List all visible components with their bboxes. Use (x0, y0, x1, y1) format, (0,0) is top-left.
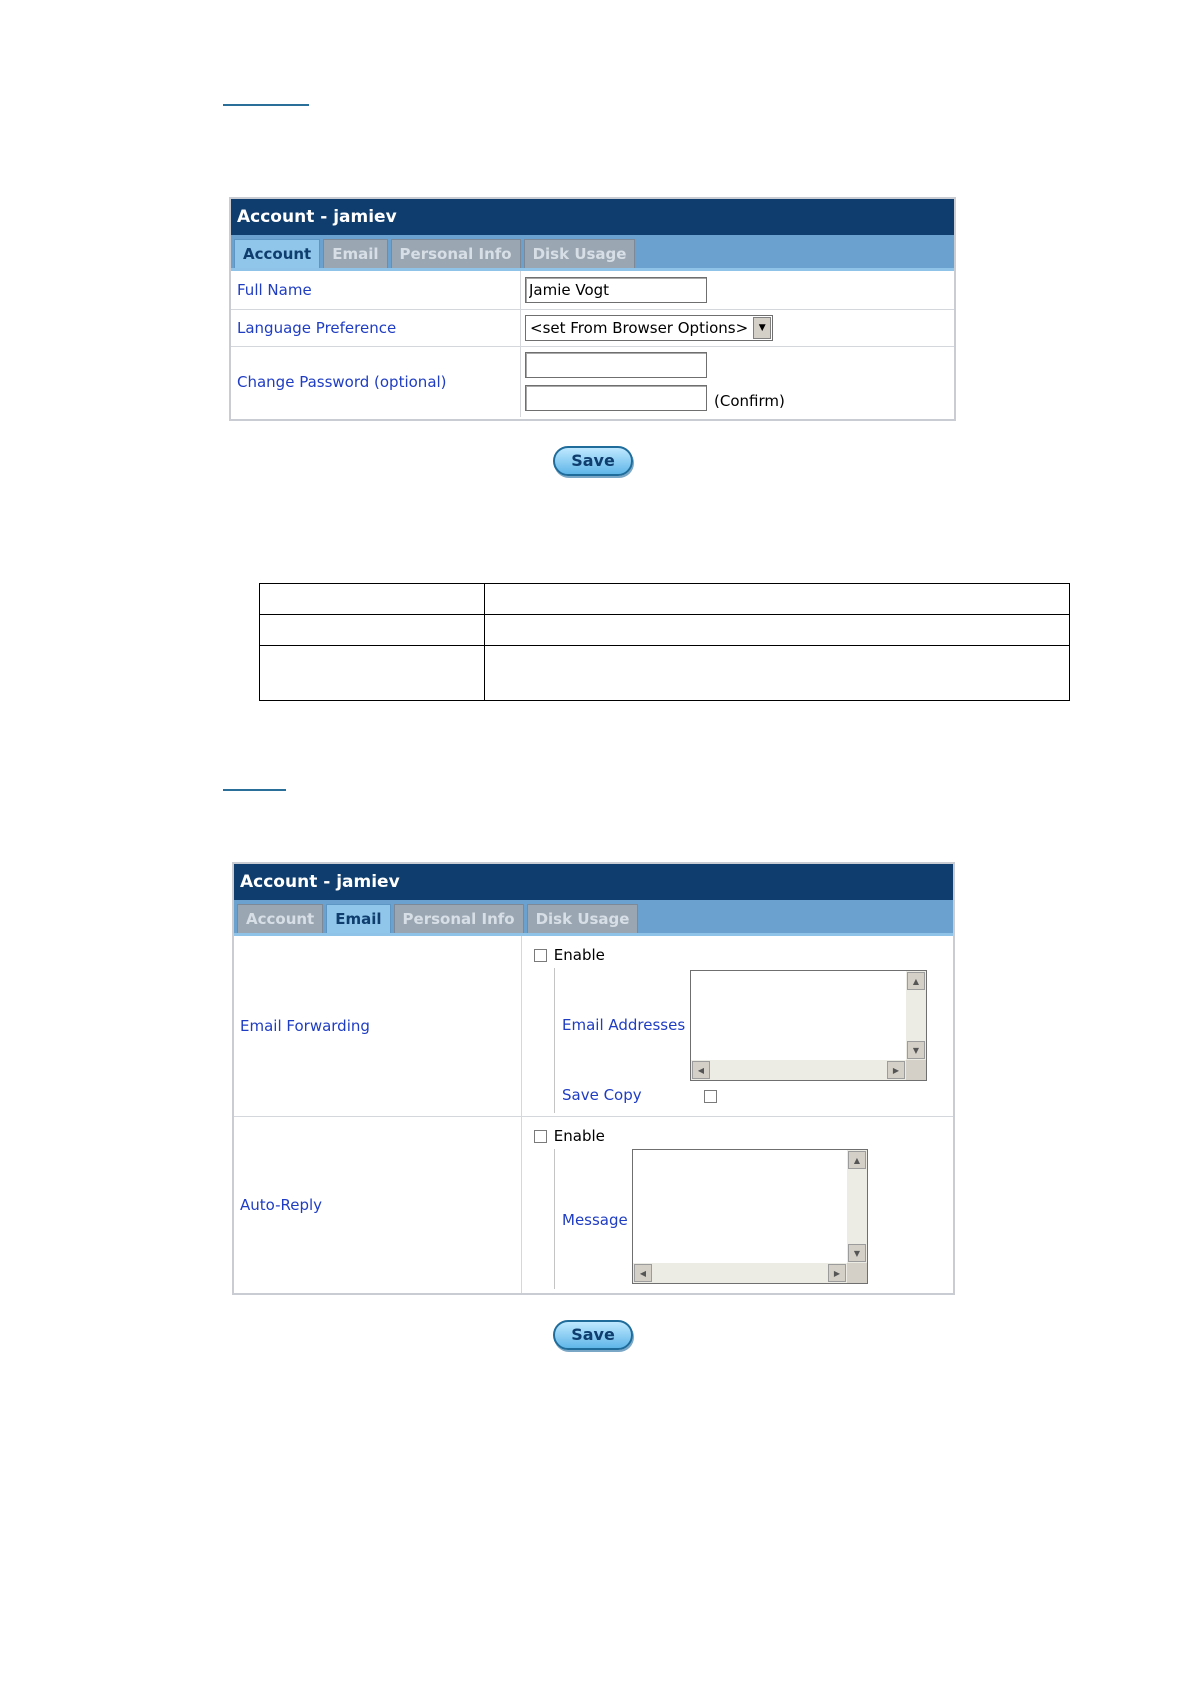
tab-bar (231, 235, 954, 271)
tab-account[interactable]: Account (237, 904, 323, 933)
auto-reply-row (234, 1116, 953, 1293)
email-form (234, 936, 953, 1293)
table-row (260, 615, 1070, 646)
tab-account[interactable]: Account (234, 239, 320, 268)
tab-email[interactable]: Email (326, 904, 390, 933)
tab-disk-usage[interactable]: Disk Usage (524, 239, 636, 268)
language-label: Language Preference (231, 310, 521, 346)
save-copy-checkbox[interactable] (704, 1090, 717, 1103)
full-name-label: Full Name (231, 271, 521, 309)
horizontal-scrollbar[interactable] (691, 1060, 906, 1080)
email-panel (232, 862, 955, 1295)
full-name-input[interactable] (525, 277, 707, 303)
save-copy-label: Save Copy (562, 1086, 642, 1104)
horizontal-scrollbar[interactable] (633, 1263, 847, 1283)
email-forwarding-label: Email Forwarding (234, 936, 522, 1116)
table-row (260, 646, 1070, 701)
tab-email[interactable]: Email (323, 239, 387, 268)
account-panel (229, 197, 956, 421)
panel-title: Account - jamiev (234, 864, 953, 900)
account-form (231, 271, 954, 417)
tab-bar (234, 900, 953, 936)
language-select-value: <set From Browser Options> (530, 319, 749, 337)
auto-reply-enable-label: Enable (553, 1127, 605, 1145)
confirm-label: (Confirm) (714, 392, 785, 410)
save-button[interactable]: Save (553, 446, 633, 476)
scroll-corner (847, 1263, 867, 1283)
email-addresses-textarea[interactable] (690, 970, 927, 1081)
scroll-down-icon[interactable]: ▼ (848, 1244, 866, 1262)
message-label: Message (562, 1211, 628, 1229)
panel-title: Account - jamiev (231, 199, 954, 235)
auto-reply-label: Auto-Reply (234, 1117, 522, 1293)
message-textarea[interactable] (632, 1149, 868, 1284)
scroll-right-icon[interactable]: ▶ (887, 1061, 905, 1079)
save-button[interactable]: Save (553, 1320, 633, 1350)
password-input[interactable] (525, 352, 707, 378)
scroll-left-icon[interactable]: ◀ (692, 1061, 710, 1079)
language-row (231, 309, 954, 346)
forwarding-enable (534, 946, 605, 964)
scroll-left-icon[interactable]: ◀ (634, 1264, 652, 1282)
dropdown-arrow-icon[interactable]: ▼ (753, 317, 771, 339)
password-row (231, 346, 954, 417)
vertical-scrollbar[interactable] (847, 1150, 867, 1263)
password-label: Change Password (optional) (231, 347, 521, 417)
scroll-corner (906, 1060, 926, 1080)
scroll-down-icon[interactable]: ▼ (907, 1041, 925, 1059)
section-link-underline (223, 104, 309, 106)
section-link-underline (223, 789, 286, 791)
indent-line (554, 1149, 555, 1289)
table-row (260, 584, 1070, 615)
forwarding-enable-label: Enable (553, 946, 605, 964)
full-name-row (231, 271, 954, 309)
language-select[interactable] (525, 315, 773, 341)
blank-table (259, 583, 1070, 701)
forwarding-enable-checkbox[interactable] (534, 949, 547, 962)
scroll-right-icon[interactable]: ▶ (828, 1264, 846, 1282)
auto-reply-enable-checkbox[interactable] (534, 1130, 547, 1143)
auto-reply-enable (534, 1127, 605, 1145)
tab-personal-info[interactable]: Personal Info (394, 904, 524, 933)
tab-disk-usage[interactable]: Disk Usage (527, 904, 639, 933)
indent-line (554, 968, 555, 1113)
password-confirm-input[interactable] (525, 385, 707, 411)
tab-personal-info[interactable]: Personal Info (391, 239, 521, 268)
email-addresses-label: Email Addresses (562, 1016, 686, 1034)
scroll-up-icon[interactable]: ▲ (907, 972, 925, 990)
vertical-scrollbar[interactable] (906, 971, 926, 1060)
scroll-up-icon[interactable]: ▲ (848, 1151, 866, 1169)
email-forwarding-row (234, 936, 953, 1116)
